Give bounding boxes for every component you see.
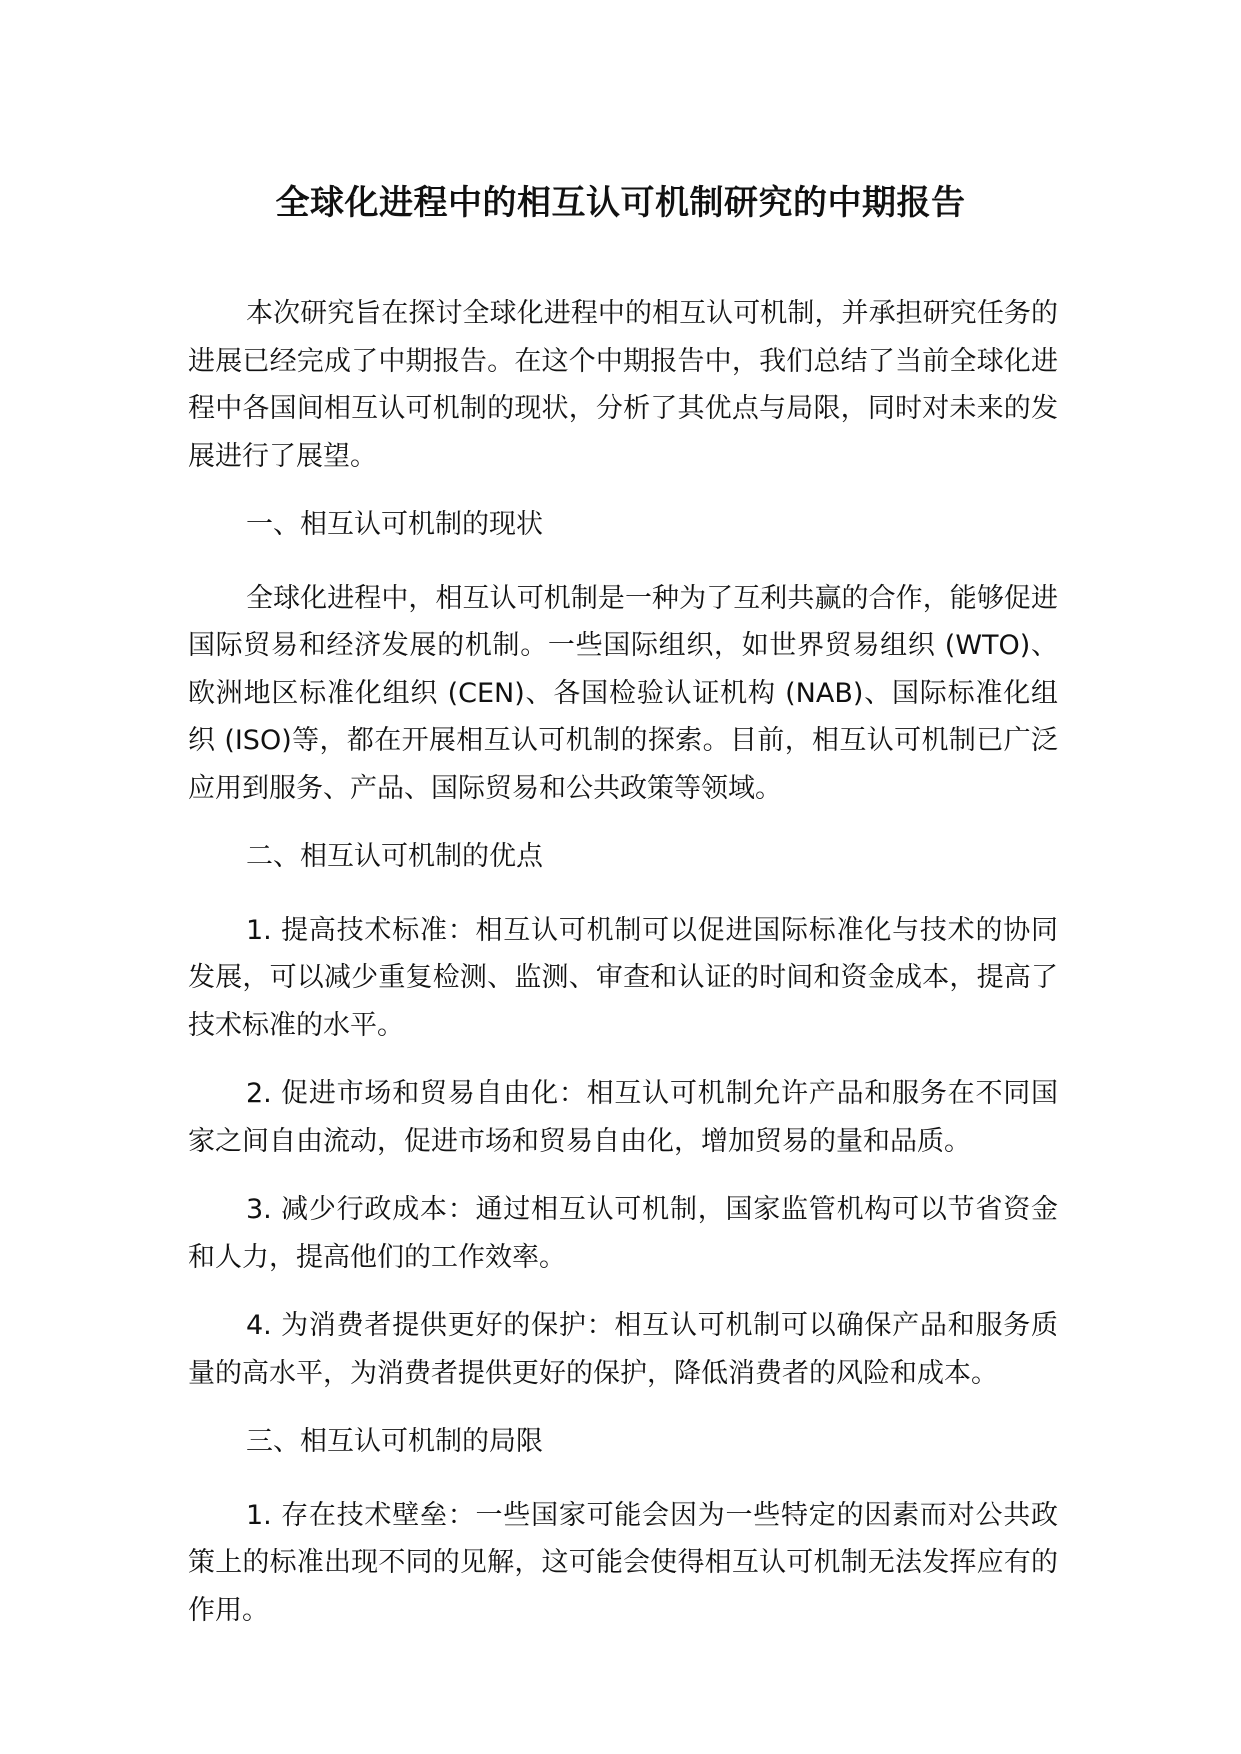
document-title: 全球化进程中的相互认可机制研究的中期报告 xyxy=(275,183,966,223)
advantage-item-2: 2. 促进市场和贸易自由化：相互认可机制允许产品和服务在不同国家之间自由流动，促进市场和贸易自由化，增加贸易的量和品质。 xyxy=(188,1078,1058,1157)
document-body xyxy=(188,290,1058,1655)
intro-paragraph: 本次研究旨在探讨全球化进程中的相互认可机制，并承担研究任务的进展已经完成了中期报告。在这个中期报告中，我们总结了当前全球化进程中各国间相互认可机制的现状，分析了其优点与局限，同时对未来的发展进行了展望。 xyxy=(188,298,1058,472)
section-heading-advantages: 二、相互认可机制的优点 xyxy=(246,841,543,872)
advantage-item-1: 1. 提高技术标准：相互认可机制可以促进国际标准化与技术的协同发展，可以减少重复检测、监测、审查和认证的时间和资金成本，提高了技术标准的水平。 xyxy=(188,914,1058,1041)
advantage-item-3: 3. 减少行政成本：通过相互认可机制，国家监管机构可以节省资金和人力，提高他们的工作效率。 xyxy=(188,1194,1058,1273)
section-heading-limitations: 三、相互认可机制的局限 xyxy=(246,1426,543,1457)
status-paragraph: 全球化进程中，相互认可机制是一种为了互利共赢的合作，能够促进国际贸易和经济发展的机制。一些国际组织，如世界贸易组织 (WTO)、欧洲地区标准化组织 (CEN)、各国检验认证机构 (NAB)、国际标准化组织 (ISO)等，都在开展相互认可机制的探索。目前，相互认可机制已广泛应用到服务、产品、国际贸易和公共政策等领域。 xyxy=(188,582,1058,804)
section-heading-status: 一、相互认可机制的现状 xyxy=(246,509,543,540)
limitation-item-1: 1. 存在技术壁垒：一些国家可能会因为一些特定的因素而对公共政策上的标准出现不同的见解，这可能会使得相互认可机制无法发挥应有的作用。 xyxy=(188,1499,1058,1626)
advantage-item-4: 4. 为消费者提供更好的保护：相互认可机制可以确保产品和服务质量的高水平，为消费者提供更好的保护，降低消费者的风险和成本。 xyxy=(188,1310,1058,1389)
